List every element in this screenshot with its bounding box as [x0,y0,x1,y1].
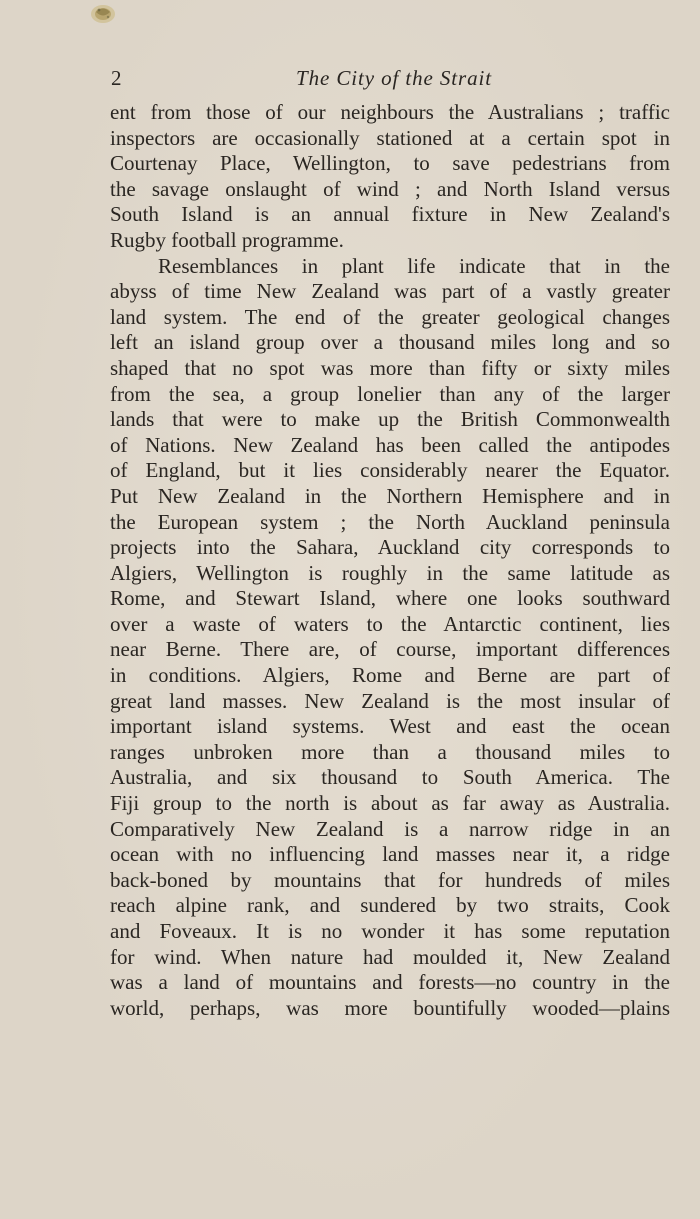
running-title: The City of the Strait [296,66,492,90]
body-text [110,100,670,1021]
text-line: inspectors are occasionally stationed at a certain spot in [110,125,670,150]
text-line: Resemblances in plant life indicate that in the [158,253,670,278]
page-number: 2 [111,66,122,90]
text-line: for wind. When nature had moulded it, New Zealand [110,944,670,969]
text-line: Comparatively New Zealand is a narrow ridge in an [110,816,670,841]
library-stamp-icon [84,0,122,30]
text-line: lands that were to make up the British Commonwealth [110,407,670,432]
text-line: of England, but it lies considerably nearer the Equator. [110,458,670,483]
text-line: great land masses. New Zealand is the most insular of [110,688,670,713]
text-line: near Berne. There are, of course, important differences [110,637,670,662]
text-line: Put New Zealand in the Northern Hemisphere and in [110,483,670,508]
text-line: world, perhaps, was more bountifully wooded—plains [110,995,670,1020]
text-line: Australia, and six thousand to South America. The [110,765,670,790]
text-line: abyss of time New Zealand was part of a vastly greater [110,279,670,304]
text-line: ranges unbroken more than a thousand miles to [110,739,670,764]
running-head [108,64,670,92]
text-line: the savage onslaught of wind ; and North Island versus [110,176,670,201]
text-line: and Foveaux. It is no wonder it has some reputation [110,919,670,943]
text-line: Courtenay Place, Wellington, to save pedestrians from [110,151,670,176]
text-line: back-boned by mountains that for hundreds of miles [110,867,670,892]
text-line: Algiers, Wellington is roughly in the same latitude as [110,560,670,585]
text-line: from the sea, a group lonelier than any of the larger [110,381,670,406]
text-line: land system. The end of the greater geological changes [110,304,670,329]
text-line: important island systems. West and east the ocean [110,714,670,739]
text-line: South Island is an annual fixture in New Zealand's [110,202,670,227]
text-line: over a waste of waters to the Antarctic continent, lies [110,611,670,636]
text-line: left an island group over a thousand miles long and so [110,330,670,355]
text-line: was a land of mountains and forests—no country in the [110,970,670,995]
text-line: Fiji group to the north is about as far away as Australia. [110,791,670,816]
text-line: of Nations. New Zealand has been called the antipodes [110,432,670,457]
text-line: in conditions. Algiers, Rome and Berne are part of [110,663,670,688]
text-line: ent from those of our neighbours the Australians ; traffic [110,100,670,124]
text-line: Rugby football programme. [110,227,344,252]
text-line: projects into the Sahara, Auckland city corresponds to [110,535,670,560]
text-line: reach alpine rank, and sundered by two straits, Cook [110,893,670,918]
text-line: the European system ; the North Auckland peninsula [110,509,670,534]
text-line: ocean with no influencing land masses near it, a ridge [110,842,670,867]
text-line: shaped that no spot was more than fifty or sixty miles [110,355,670,380]
text-line: Rome, and Stewart Island, where one looks southward [110,586,670,611]
